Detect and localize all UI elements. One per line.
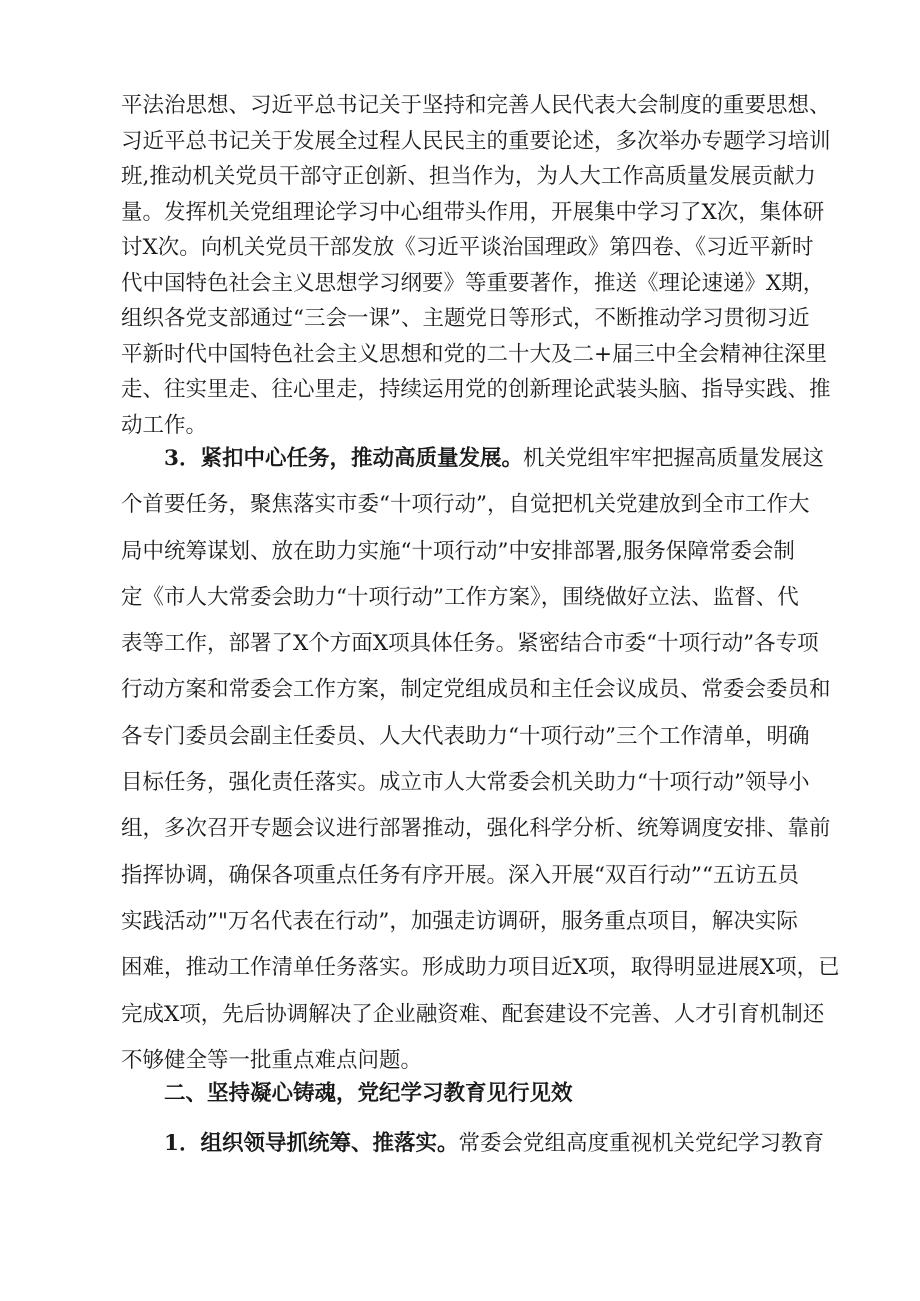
text-line: 定《市人大常委会助力“十项行动”工作方案》，围绕做好立法、监督、代 xyxy=(121,584,799,610)
text-line: 组织各党支部通过“三会一课”、主题党日等形式，不断推动学习贯彻习近 xyxy=(121,306,810,331)
text-line: 局中统筹谋划、放在助力实施“十项行动”中安排部署,服务保障常委会制 xyxy=(121,538,795,564)
text-line: 指挥协调，确保各项重点任务有序开展。深入开展“双百行动”“五访五员 xyxy=(121,862,799,888)
paragraph-central-task xyxy=(121,436,840,1084)
text-line: 实践活动”"万名代表在行动”，加强走访调研，服务重点项目，解决实际 xyxy=(121,908,798,934)
text-line: 各专门委员会副主任委员、人大代表助力“十项行动”三个工作清单，明确 xyxy=(121,723,810,749)
text-line: 走、往实里走、往心里走，持续运用党的创新理论武装头脑、指导实践、推 xyxy=(121,377,831,402)
text-line: 个首要任务，聚焦落实市委“十项行动”，自觉把机关党建放到全市工作大 xyxy=(121,492,810,518)
text-line: 讨X次。向机关党员干部发放《习近平谈治国理政》第四卷、《习近平新时 xyxy=(121,235,814,260)
text-line: 代中国特色社会主义思想学习纲要》等重要著作，推送《理论速递》X期， xyxy=(121,270,825,296)
text-line-first xyxy=(121,436,824,482)
text-line: 目标任务，强化责任落实。成立市人大常委会机关助力“十项行动”领导小 xyxy=(121,770,810,796)
text-line: 动工作。 xyxy=(121,412,208,438)
paragraph-first-line-text: 机关党组牢牢把握高质量发展这 xyxy=(522,446,824,471)
section-heading-text: 二、坚持凝心铸魂，党纪学习教育见行见效 xyxy=(164,1081,573,1106)
text-line: 量。发挥机关党组理论学习中心组带头作用，开展集中学习了X次，集体研 xyxy=(121,199,825,225)
text-line: 表等工作，部署了X个方面X项具体任务。紧密结合市委“十项行动”各专项 xyxy=(121,631,819,657)
text-line: 习近平总书记关于发展全过程人民民主的重要论述，多次举办专题学习培训 xyxy=(121,128,831,154)
paragraph-organization-leadership xyxy=(121,1124,824,1164)
paragraph-first-line-text: 常委会党组高度重视机关党纪学习教育 xyxy=(458,1131,824,1156)
text-line: 行动方案和常委会工作方案，制定党组成员和主任会议成员、常委会委员和 xyxy=(121,677,831,703)
text-line: 平新时代中国特色社会主义思想和党的二十大及二+届三中全会精神往深里 xyxy=(121,341,828,367)
section-heading-2 xyxy=(121,1074,793,1114)
text-line: 班,推动机关党员干部守正创新、担当作为，为人大工作高质量发展贡献力 xyxy=(121,164,816,189)
text-line: 不够健全等一批重点难点问题。 xyxy=(121,1047,423,1073)
text-line: 组，多次召开专题会议进行部署推动，强化科学分析、统筹调度安排、靠前 xyxy=(121,816,831,842)
paragraph-lead-heading: 1．组织领导抓统筹、推落实。 xyxy=(164,1131,459,1156)
text-line-first xyxy=(121,1124,824,1164)
text-line: 完成X项，先后协调解决了企业融资难、配套建设不完善、人才引育机制还 xyxy=(121,1001,825,1027)
paragraph-theory-study xyxy=(121,88,831,443)
text-line: 困难，推动工作清单任务落实。形成助力项目近X项，取得明显进展X项，已 xyxy=(121,955,840,981)
text-line: 平法治思想、习近平总书记关于坚持和完善人民代表大会制度的重要思想、 xyxy=(121,93,831,118)
paragraph-lead-heading: 3．紧扣中心任务，推动高质量发展。 xyxy=(164,446,523,471)
